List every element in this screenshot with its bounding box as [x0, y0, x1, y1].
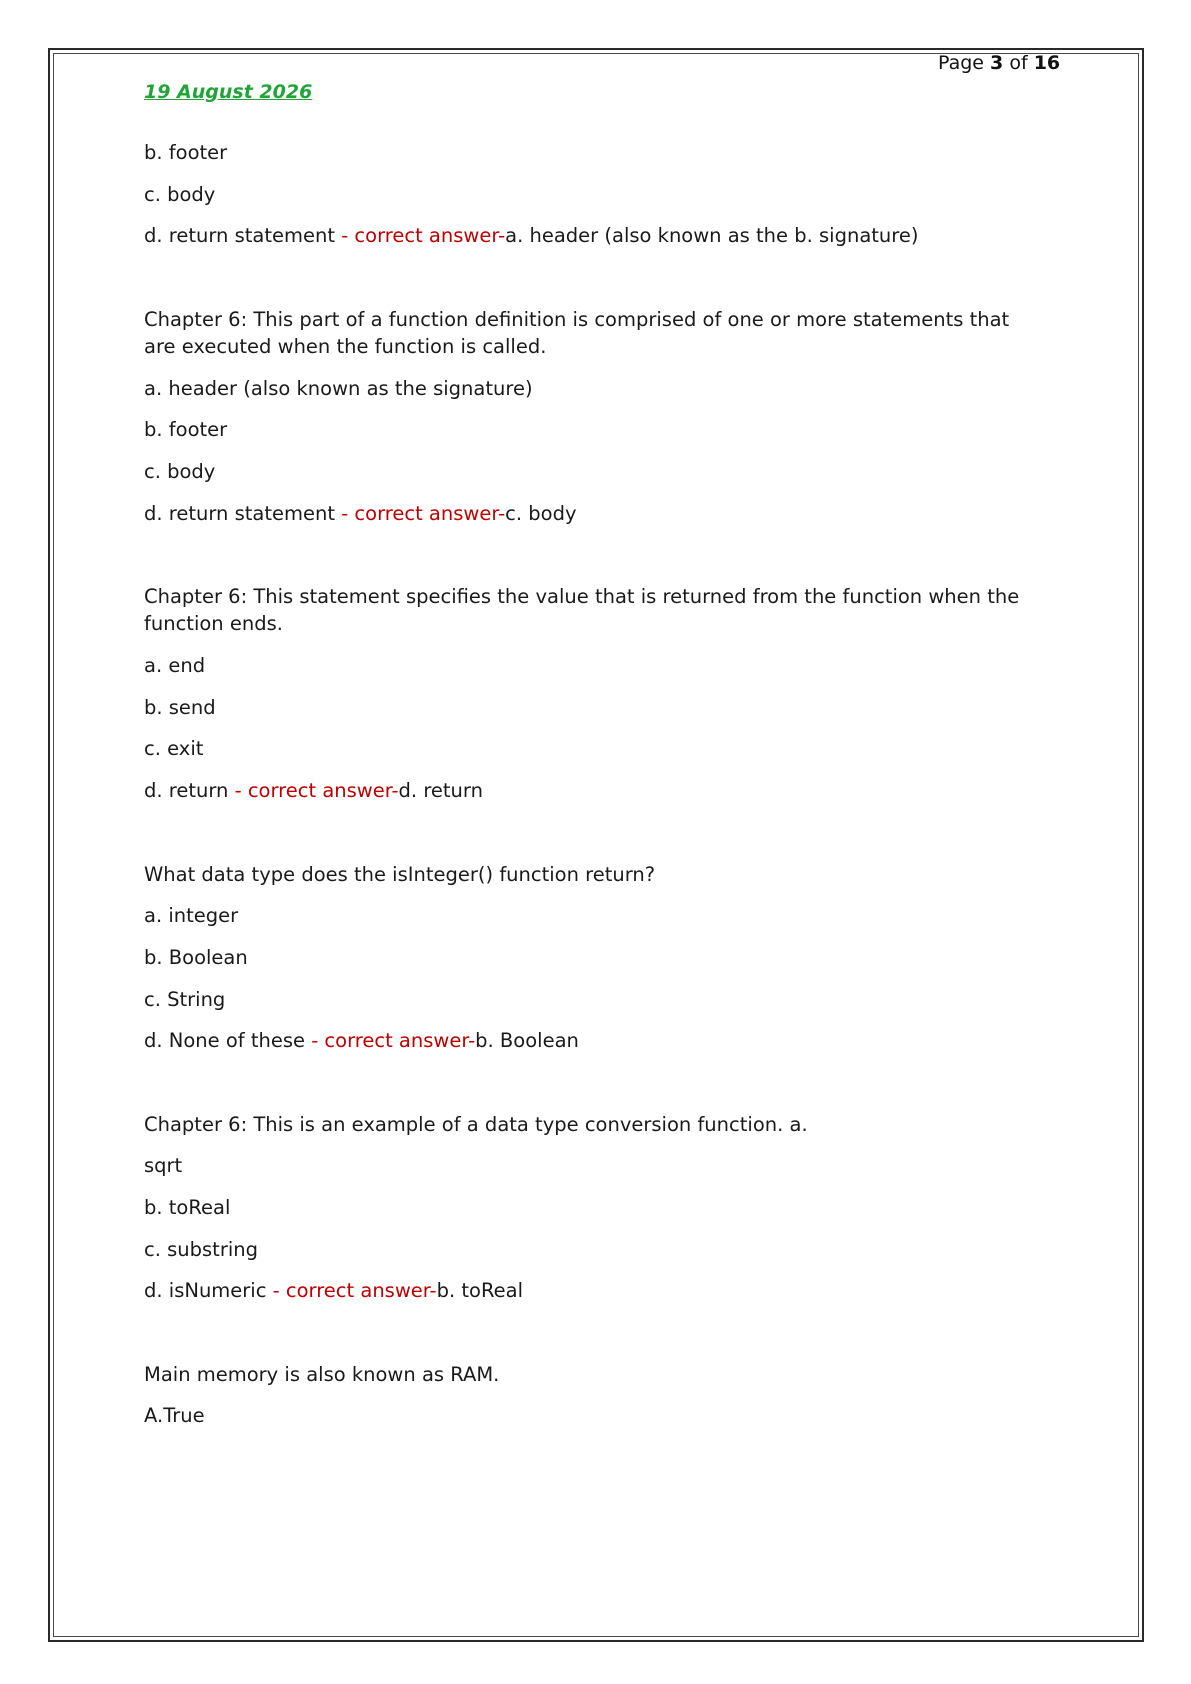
- page-number: [938, 52, 1060, 74]
- question-text: What data type does the isInteger() function return?: [144, 863, 656, 886]
- correct-answer-marker: - correct answer-: [266, 1279, 437, 1302]
- page-of: of: [1009, 52, 1028, 74]
- page-border-inner: [53, 53, 1139, 1637]
- answer-text: d. return: [398, 779, 483, 802]
- correct-answer-marker: - correct answer-: [335, 502, 506, 525]
- answer-line: d. None of these - correct answer-b. Boolean: [144, 1029, 579, 1052]
- correct-answer-marker: - correct answer-: [335, 224, 506, 247]
- page-word: Page: [938, 52, 984, 74]
- answer-line: d. return statement - correct answer-a. header (also known as the b. signature): [144, 224, 919, 247]
- answer-line: d. return - correct answer-d. return: [144, 779, 483, 802]
- answer-text: a. header (also known as the b. signature): [505, 224, 919, 247]
- option-line: b. footer: [144, 141, 228, 164]
- question-text: Main memory is also known as RAM.: [144, 1363, 500, 1386]
- correct-answer-marker: - correct answer-: [228, 779, 399, 802]
- question-text: Chapter 6: This statement specifies the value that is returned from the function when the function ends.: [144, 585, 1020, 635]
- page-current: 3: [990, 52, 1004, 74]
- option-line: A.True: [144, 1404, 205, 1427]
- option-line: c. body: [144, 183, 216, 206]
- correct-answer-marker: - correct answer-: [305, 1029, 476, 1052]
- question-text: Chapter 6: This is an example of a data type conversion function. a.: [144, 1113, 808, 1136]
- answer-text: b. Boolean: [475, 1029, 579, 1052]
- option-line: b. toReal: [144, 1196, 231, 1219]
- option-line: c. exit: [144, 737, 204, 760]
- option-line: a. header (also known as the signature): [144, 377, 533, 400]
- option-line: b. send: [144, 696, 216, 719]
- option-line: b. Boolean: [144, 946, 248, 969]
- answer-text: c. body: [505, 502, 577, 525]
- option-line: a. integer: [144, 904, 239, 927]
- option-line: c. substring: [144, 1238, 258, 1261]
- option-line: b. footer: [144, 418, 228, 441]
- option-line: sqrt: [144, 1154, 183, 1177]
- option-line: a. end: [144, 654, 206, 677]
- document-date: 19 August 2026: [144, 81, 313, 103]
- answer-text: b. toReal: [436, 1279, 523, 1302]
- option-line: c. body: [144, 460, 216, 483]
- answer-line: d. isNumeric - correct answer-b. toReal: [144, 1279, 523, 1302]
- answer-line: d. return statement - correct answer-c. body: [144, 502, 577, 525]
- option-line: c. String: [144, 988, 226, 1011]
- question-text: Chapter 6: This part of a function definition is comprised of one or more statements that are executed when the function is called.: [144, 308, 1010, 358]
- page-total: 16: [1033, 52, 1061, 74]
